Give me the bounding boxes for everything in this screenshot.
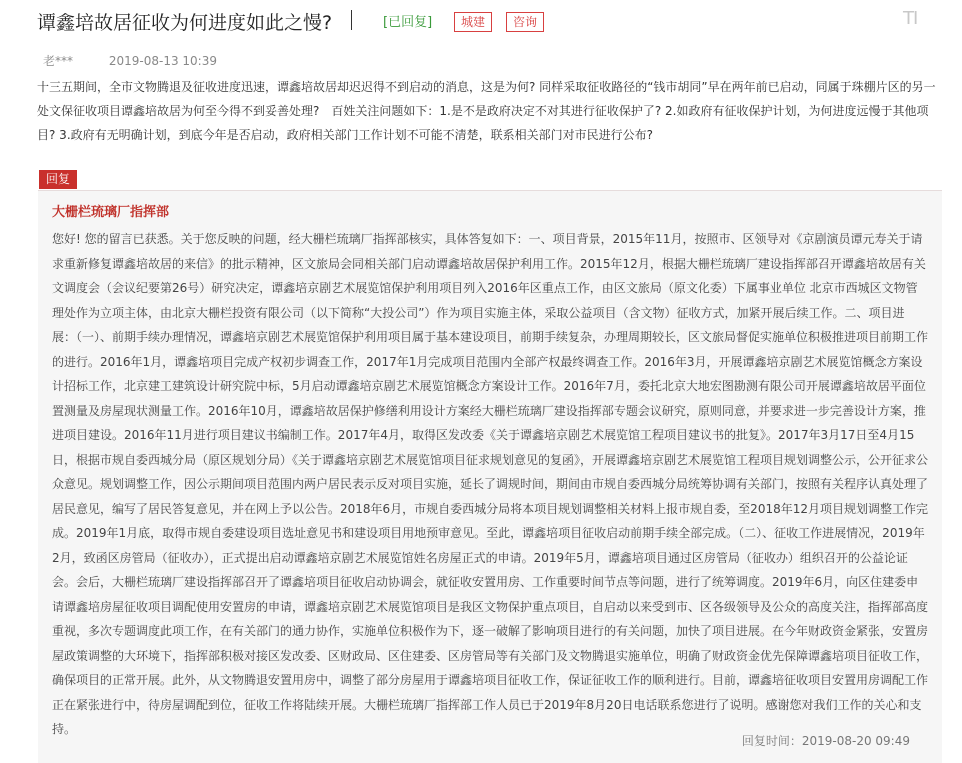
type-tag[interactable]: 咨询 [506,12,544,32]
page-header [0,0,962,44]
post-date: 2019-08-13 10:39 [108,54,217,68]
page-title: 谭鑫培故居征收为何进度如此之慢? [37,12,333,34]
status-badge: [已回复] [383,15,433,30]
reply-panel [38,190,942,763]
reply-time-value: 2019-08-20 09:49 [801,734,910,748]
author-name: 老*** [43,54,74,68]
category-tag[interactable]: 城建 [454,12,492,32]
title-divider [351,10,352,30]
question-body: 十三五期间，全市文物腾退及征收进度迅速，谭鑫培故居却迟迟得不到启动的消息，这是为何? 同样采取征收路径的“钱市胡同”早在两年前已启动，同属于珠棚片区的另一处文保征收项目谭鑫培故居为何至今得不到妥善处理? 百姓关注问题如下：1.是不是政府决定不对其进行征收保护了? 2.如政府有征收保护计划，为何进度远慢于其他项目? 3.政府有无明确计划，到底今年是否启动，政府相关部门工作计划不可能不清楚，联系相关部门对市民进行公布? [37,80,936,142]
reply-badge: 回复 [39,170,77,189]
reply-time [742,732,910,749]
post-meta [43,52,217,69]
font-size-icon[interactable]: TI [903,8,918,29]
reply-body: 您好! 您的留言已获悉。关于您反映的问题，经大栅栏琉璃厂指挥部核实，具体答复如下：一、项目背景，2015年11月，按照市、区领导对《京剧演员谭元寿关于请求重新修复谭鑫培故居的来信》的批示精神，区文旅局会同相关部门启动谭鑫培故居保护利用工作。2015年12月，根据大栅栏琉璃厂建设指挥部召开谭鑫培故居有关文调度会（会议纪要第26号）研究决定，谭鑫培京剧艺术展览馆保护利用项目列入2016年区重点工作，由区文旅局（原文化委）下属事业单位 北京市西城区文物管理处作为立项主体，由北京大栅栏投资有限公司（以下简称“大投公司”）作为项目实施主体，采取公益项目（含文物）征收方式，加紧开展后续工作。二、项目进展：（一）、前期手续办理情况，谭鑫培京剧艺术展览馆保护利用项目属于基本建设项目，前期手续复杂，办理周期较长，区文旅局督促实施单位积极推进项目前期工作的进行。2016年1月，谭鑫培项目完成产权初步调查工作，2017年1月完成项目范围内全部产权最终调查工作。2016年3月，开展谭鑫培京剧艺术展览馆概念方案设计招标工作，北京建工建筑设计研究院中标，5月启动谭鑫培京剧艺术展览馆概念方案设计工作。2016年7月，委托北京大地宏图勘测有限公司开展谭鑫培故居平面位置测量及房屋现状测量工作。2016年10月，谭鑫培故居保护修缮利用设计方案经大栅栏琉璃厂建设指挥部专题会议研究，原则同意，并要求进一步完善设计方案，推进项目建设。2016年11月进行项目建议书编制工作。2017年4月，取得区发改委《关于谭鑫培京剧艺术展览馆工程项目建议书的批复》。2017年3月17日至4月15日，根据市规自委西城分局（原区规划分局）《关于谭鑫培京剧艺术展览馆项目征求规划意见的复函》，开展谭鑫培京剧艺术展览馆工程项目规划调整公示，公开征求公众意见。规划调整工作，因公示期间项目范围内两户居民表示反对项目实施，延长了调规时间，期间由市规自委西城分局统筹协调有关部门，按照有关程序认真处理了居民意见，编写了居民答复意见，并在网上予以公告。2018年6月，市规自委西城分局将本项目规划调整相关材料上报市规自委，至2018年12月项目规划调整工作完成。2019年1月底，取得市规自委建设项目选址意见书和建设项目用地预审意见。至此，谭鑫培项目征收启动前期手续全部完成。（二）、征收工作进展情况，2019年2月，致函区房管局（征收办），正式提出启动谭鑫培京剧艺术展览馆姓名房屋正式的申请。2019年5月，谭鑫培项目通过区房管局（征收办）组织召开的公益论证会。会后，大栅栏琉璃厂建设指挥部召开了谭鑫培项目征收启动协调会，就征收安置用房、工作重要时间节点等问题，进行了统筹调度。2019年6月，向区住建委申请谭鑫培房屋征收项目调配使用安置房的申请，谭鑫培京剧艺术展览馆项目是我区文物保护重点项目，自启动以来受到市、区各级领导及公众的高度关注，指挥部高度重视，多次专题调度此项工作，在有关部门的通力协作，实施单位积极作为下，逐一破解了影响项目进行的有关问题，加快了项目进展。在今年财政资金紧张，安置房屋政策调整的大环境下，指挥部积极对接区发改委、区财政局、区住建委、区房管局等有关部门及文物腾退实施单位，明确了财政资金优先保障谭鑫培项目征收工作，确保项目的正常开展。此外，从文物腾退安置用房中，调整了部分房屋用于谭鑫培项目征收工作，保证征收工作的顺利进行。目前，谭鑫培征收项目安置用房调配工作正在紧张进行中，待房屋调配到位，征收工作将陆续开展。大栅栏琉璃厂指挥部工作人员已于2019年8月20日电话联系您进行了说明。感谢您对我们工作的关心和支持。 [52,232,929,736]
reply-time-label: 回复时间： [741,734,802,748]
reply-department: 大栅栏琉璃厂指挥部 [52,205,170,220]
